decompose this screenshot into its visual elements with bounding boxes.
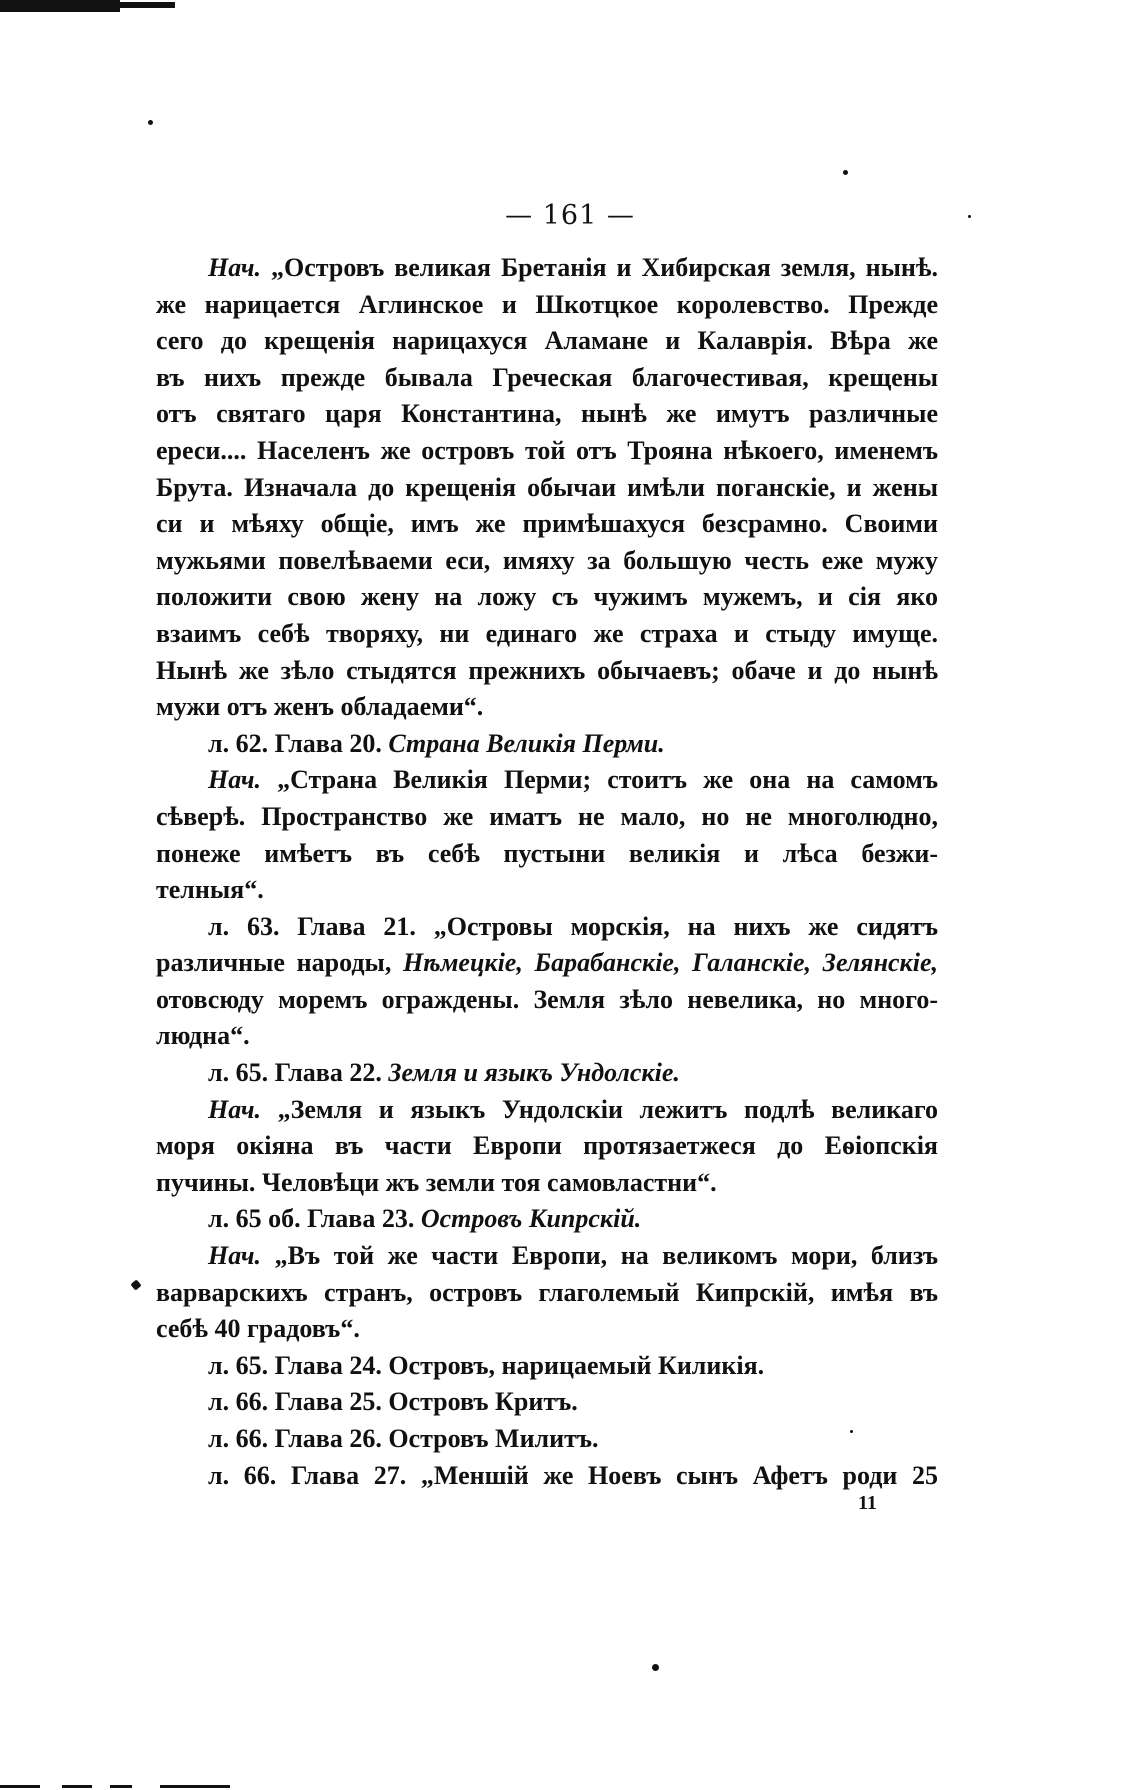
text-line: л. 65 об. Глава 23. Островъ Кипрскій. xyxy=(208,1204,642,1234)
text-line: же нарицается Аглинское и Шкотцкое королевство. Прежде xyxy=(156,289,938,319)
text-line: моря окіяна въ части Европи протязаетжеся до Еѳіопскія xyxy=(156,1131,938,1161)
page-number: — 161 — xyxy=(505,200,635,231)
text-line: отъ святаго царя Константина, нынѣ же имутъ различные xyxy=(156,399,938,429)
text-line: Нач. „Островъ великая Бретанія и Хибирская земля, нынѣ. xyxy=(208,253,938,282)
text-line: мужи отъ женъ обладаеми“. xyxy=(156,692,484,722)
text-line: л. 65. Глава 24. Островъ, нарицаемый Киликія. xyxy=(208,1350,765,1380)
text-line: положити свою жену на ложу съ чужимъ мужемъ, и сія яко xyxy=(156,582,938,612)
text-line: л. 62. Глава 20. Страна Великія Перми. xyxy=(208,728,665,758)
text-line: себѣ 40 градовъ“. xyxy=(156,1314,360,1344)
text-line: сѣверѣ. Пространство же иматъ не мало, но не многолюдно, xyxy=(156,801,938,831)
text-line: варварскихъ странъ, островъ глаголемый Кипрскій, имѣя въ xyxy=(156,1277,938,1307)
text-line: людна“. xyxy=(156,1021,250,1051)
text-line: сего до крещенія нарицахуся Аламане и Калаврія. Вѣра же xyxy=(156,326,938,356)
text-line: си и мѣяху общіе, имъ же примѣшахуся безсрамно. Своими xyxy=(156,509,938,539)
body-text xyxy=(156,250,938,1494)
scan-edge-mark xyxy=(0,0,190,18)
text-line: взаимъ себѣ творяху, ни единаго же страха и стыду имуще. xyxy=(156,618,938,648)
text-line: Нач. „Въ той же части Европи, на великомъ мори, близъ xyxy=(208,1241,938,1271)
ink-speck xyxy=(652,1664,659,1671)
text-line: л. 63. Глава 21. „Островы морскія, на нихъ же сидятъ xyxy=(208,911,938,941)
text-line: ереси.... Населенъ же островъ той отъ Трояна нѣкоего, именемъ xyxy=(156,435,938,465)
ink-speck xyxy=(148,120,153,125)
text-line: Брута. Изначала до крещенія обычаи имѣли поганскіе, и жены xyxy=(156,472,938,502)
ink-speck xyxy=(843,170,848,175)
text-line: мужьями повелѣваеми еси, имяху за большую честь еже мужу xyxy=(156,545,938,575)
text-line: отовсюду моремъ ограждены. Земля зѣло невелика, но много- xyxy=(156,984,938,1014)
text-line: л. 66. Глава 25. Островъ Критъ. xyxy=(208,1387,578,1417)
text-line: Нач. „Страна Великія Перми; стоитъ же она на самомъ xyxy=(208,765,938,795)
text-line: въ нихъ прежде бывала Греческая благочестивая, крещены xyxy=(156,362,938,392)
ink-speck xyxy=(130,1279,141,1290)
text-line: л. 65. Глава 22. Земля и языкъ Ундолскіе. xyxy=(208,1058,680,1088)
signature-mark: 11 xyxy=(858,1492,877,1514)
text-line: Нач. „Земля и языкъ Ундолскіи лежитъ подлѣ великаго xyxy=(208,1094,938,1124)
text-line: понеже имѣетъ въ себѣ пустыни великія и лѣса безжи- xyxy=(156,838,938,868)
text-line: л. 66. Глава 27. „Меншій же Ноевъ сынъ Афетъ роди 25 xyxy=(208,1460,938,1490)
text-line: пучины. Человѣци жъ земли тоя самовластни“. xyxy=(156,1167,717,1197)
text-line: Нынѣ же зѣло стыдятся прежнихъ обычаевъ; обаче и до нынѣ xyxy=(156,655,938,685)
text-line: л. 66. Глава 26. Островъ Милитъ. xyxy=(208,1424,599,1453)
text-line: различные народы, Нѣмецкіе, Барабанскіе, Галанскіе, Зелянскіе, xyxy=(156,948,938,978)
text-line: телныя“. xyxy=(156,875,264,905)
scan-edge-mark xyxy=(0,1780,260,1790)
